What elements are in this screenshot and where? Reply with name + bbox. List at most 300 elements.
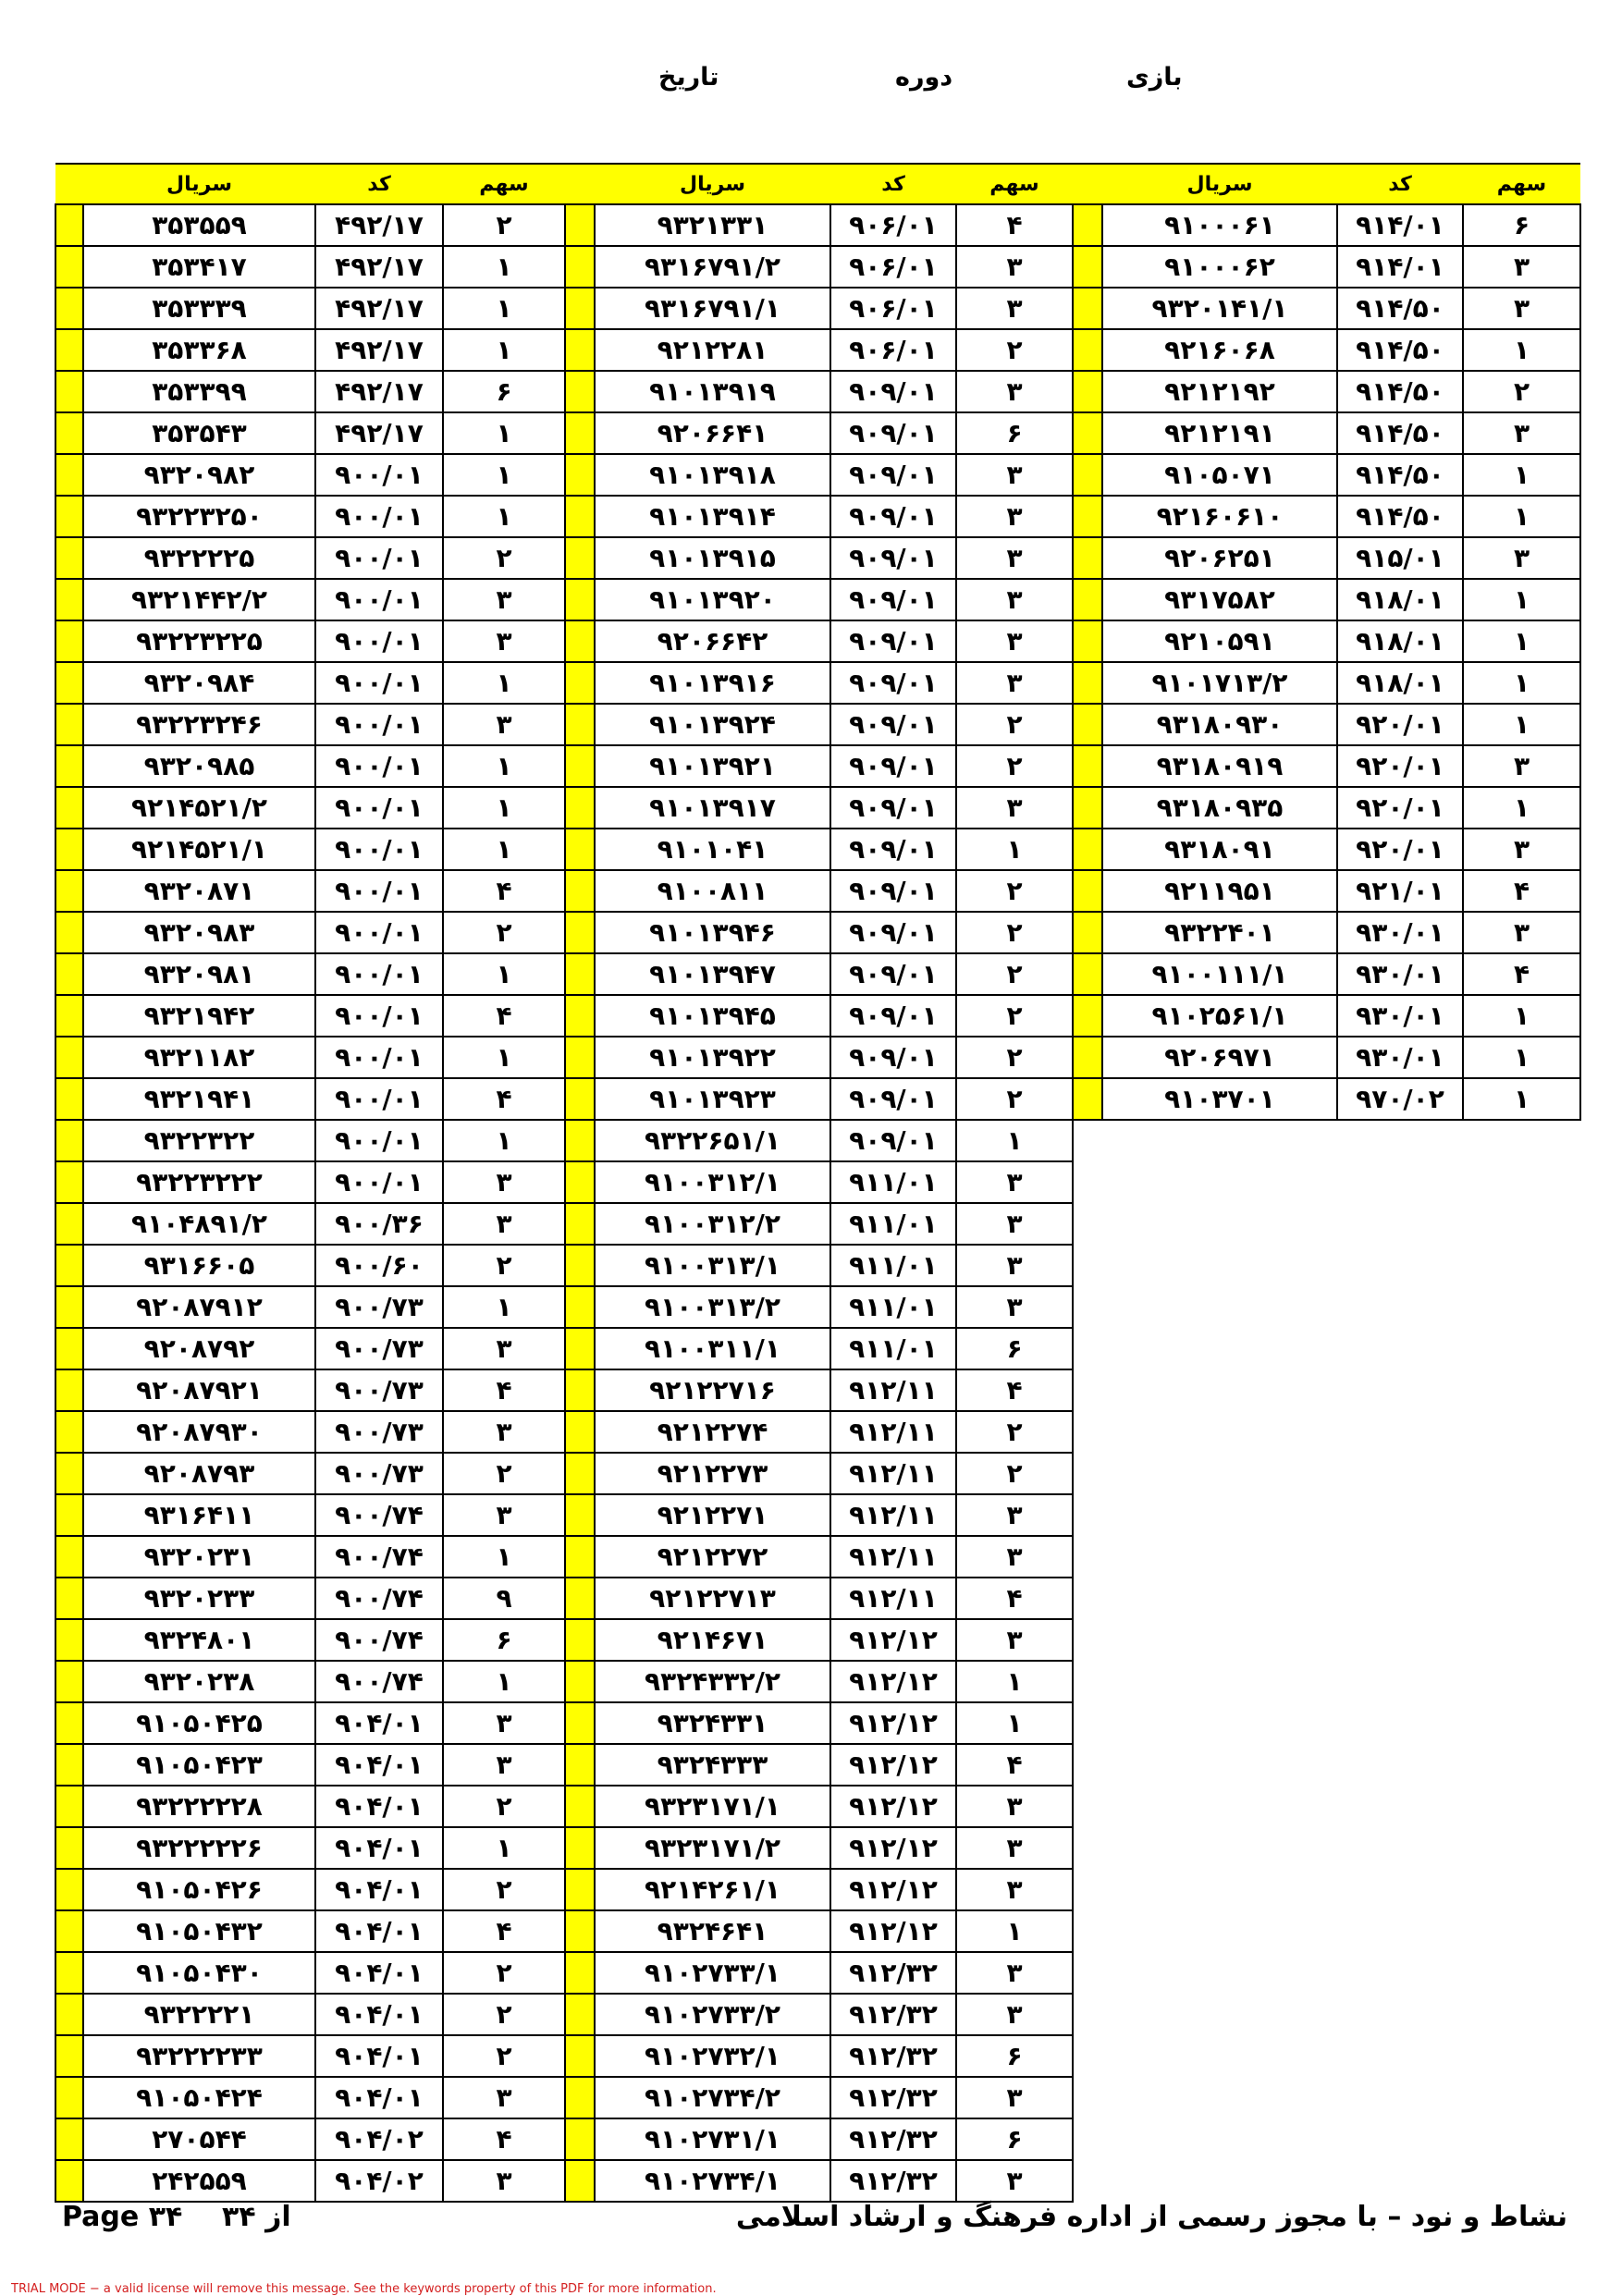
cell-serial: ۹۳۲۰۹۸۲ [83,454,315,496]
table-row [565,1536,1073,1578]
table-row [55,1536,565,1578]
table-row [55,496,565,537]
cell-serial: ۹۳۲۲۳۲۲۵ [83,620,315,662]
cell-code: ۹۱۲/۱۲ [830,1869,956,1910]
cell-code: ۹۱۲/۱۲ [830,1827,956,1869]
table-row [1073,454,1580,496]
table-row [1073,412,1580,454]
cell-code: ۹۱۲/۳۲ [830,1994,956,2035]
table-row [565,1744,1073,1786]
table-middle [564,163,1074,2203]
cell-share: ۳ [1463,912,1580,953]
cell-code: ۹۰۰/۷۴ [315,1619,443,1661]
cell-code: ۹۰۰/۰۱ [315,1078,443,1120]
cell-share: ۱ [1463,620,1580,662]
cell-code: ۹۱۴/۵۰ [1337,288,1463,329]
cell-share: ۴ [443,870,565,912]
cell-share: ۱ [443,953,565,995]
cell-spacer [565,662,595,704]
table-row [1073,371,1580,412]
cell-spacer [565,1744,595,1786]
table-row [55,787,565,829]
cell-spacer [55,1203,83,1245]
cell-code: ۹۰۰/۷۴ [315,1578,443,1619]
cell-code: ۹۰۰/۰۱ [315,1037,443,1078]
cell-share: ۹ [443,1578,565,1619]
cell-serial: ۹۱۰۲۵۶۱/۱ [1102,995,1337,1037]
cell-code: ۴۹۲/۱۷ [315,412,443,454]
cell-serial: ۹۳۲۰۱۴۱/۱ [1102,288,1337,329]
cell-serial: ۹۳۱۶۶۰۵ [83,1245,315,1286]
cell-code: ۴۹۲/۱۷ [315,329,443,371]
cell-share: ۲ [443,1869,565,1910]
cell-code: ۹۲۱/۰۱ [1337,870,1463,912]
cell-serial: ۹۲۱۲۱۹۲ [1102,371,1337,412]
cell-share: ۴ [956,1578,1073,1619]
cell-serial: ۹۲۰۶۲۵۱ [1102,537,1337,579]
cell-serial: ۹۱۰۱۳۹۴۵ [595,995,830,1037]
cell-serial: ۹۲۰۶۶۴۱ [595,412,830,454]
cell-code: ۹۲۰/۰۱ [1337,704,1463,745]
cell-code: ۹۱۲/۳۲ [830,2118,956,2160]
cell-spacer [55,1120,83,1161]
cell-spacer [565,1910,595,1952]
cell-serial: ۳۵۳۴۱۷ [83,246,315,288]
table-row [565,1702,1073,1744]
cell-code: ۹۱۲/۱۱ [830,1369,956,1411]
cell-serial: ۹۳۲۲۲۲۱ [83,1994,315,2035]
cell-spacer [55,745,83,787]
cell-serial: ۹۳۱۶۷۹۱/۱ [595,288,830,329]
cell-share: ۳ [1463,537,1580,579]
cell-spacer [55,1952,83,1994]
cell-share: ۳ [956,1203,1073,1245]
table-row [565,496,1073,537]
cell-serial: ۹۱۰۰۰۶۲ [1102,246,1337,288]
cell-spacer [55,412,83,454]
cell-spacer [55,1619,83,1661]
cell-spacer [55,1161,83,1203]
cell-code: ۹۱۲/۱۲ [830,1619,956,1661]
cell-serial: ۹۱۰۰۳۱۳/۱ [595,1245,830,1286]
table-row [1073,745,1580,787]
cell-code: ۹۰۹/۰۱ [830,537,956,579]
cell-code: ۹۷۰/۰۲ [1337,1078,1463,1120]
cell-code: ۹۰۰/۰۱ [315,620,443,662]
cell-code: ۹۰۴/۰۱ [315,1744,443,1786]
cell-spacer [565,1037,595,1078]
cell-share: ۳ [443,1411,565,1453]
table-row [55,1702,565,1744]
table-row [1073,953,1580,995]
cell-serial: ۹۲۱۲۱۹۱ [1102,412,1337,454]
cell-serial: ۹۱۰۲۷۳۳/۲ [595,1994,830,2035]
table-row [55,1037,565,1078]
cell-code: ۹۱۱/۰۱ [830,1328,956,1369]
table-row [55,912,565,953]
cell-serial: ۹۳۲۱۴۴۲/۲ [83,579,315,620]
cell-serial: ۹۲۰۸۷۹۳ [83,1453,315,1494]
table-row [55,2035,565,2077]
cell-serial: ۳۵۳۵۴۳ [83,412,315,454]
cell-serial: ۹۲۰۸۷۹۳۰ [83,1411,315,1453]
cell-share: ۱ [956,829,1073,870]
column-header-code: کد [315,164,443,204]
cell-code: ۹۰۰/۰۱ [315,912,443,953]
table-row [55,1369,565,1411]
cell-serial: ۹۳۲۱۹۴۲ [83,995,315,1037]
cell-spacer [55,1411,83,1453]
cell-share: ۱ [443,662,565,704]
cell-serial: ۹۳۲۰۲۳۸ [83,1661,315,1702]
cell-code: ۹۰۰/۷۳ [315,1453,443,1494]
cell-serial: ۹۳۱۶۷۹۱/۲ [595,246,830,288]
cell-spacer [55,204,83,246]
table-row [565,953,1073,995]
cell-code: ۹۰۰/۰۱ [315,787,443,829]
table-row [55,745,565,787]
cell-code: ۹۱۴/۵۰ [1337,454,1463,496]
cell-share: ۳ [1463,829,1580,870]
table-row [1073,537,1580,579]
cell-spacer [1073,829,1102,870]
cell-serial: ۳۵۳۵۵۹ [83,204,315,246]
cell-code: ۹۰۹/۰۱ [830,1078,956,1120]
cell-code: ۹۱۴/۰۱ [1337,204,1463,246]
cell-serial: ۹۱۰۳۷۰۱ [1102,1078,1337,1120]
table-row [565,1286,1073,1328]
cell-code: ۹۰۴/۰۱ [315,2035,443,2077]
cell-spacer [565,1078,595,1120]
cell-spacer [565,1661,595,1702]
cell-share: ۲ [956,953,1073,995]
table-row [55,1869,565,1910]
cell-serial: ۹۱۰۱۳۹۱۷ [595,787,830,829]
cell-share: ۱ [1463,1078,1580,1120]
cell-code: ۹۰۹/۰۱ [830,1120,956,1161]
cell-share: ۱ [1463,579,1580,620]
cell-code: ۹۰۴/۰۲ [315,2160,443,2202]
table-row [565,1994,1073,2035]
cell-serial: ۹۱۰۱۳۹۱۸ [595,454,830,496]
table-row [565,912,1073,953]
cell-spacer [55,454,83,496]
cell-spacer [55,704,83,745]
table-row [565,2077,1073,2118]
cell-serial: ۹۲۱۰۵۹۱ [1102,620,1337,662]
table-row [55,579,565,620]
cell-code: ۹۰۹/۰۱ [830,704,956,745]
cell-share: ۱ [443,288,565,329]
cell-spacer [55,1286,83,1328]
cell-spacer [55,620,83,662]
cell-spacer [565,579,595,620]
cell-code: ۹۰۰/۰۱ [315,662,443,704]
cell-share: ۳ [956,1161,1073,1203]
cell-serial: ۹۳۲۲۴۰۱ [1102,912,1337,953]
cell-serial: ۹۲۱۲۲۷۳ [595,1453,830,1494]
table-row [565,288,1073,329]
cell-spacer [565,953,595,995]
cell-serial: ۹۱۰۵۰۴۳۰ [83,1952,315,1994]
cell-spacer [565,1453,595,1494]
cell-code: ۹۰۹/۰۱ [830,454,956,496]
table-row [55,371,565,412]
cell-spacer [1073,995,1102,1037]
cell-share: ۴ [443,995,565,1037]
cell-spacer [565,371,595,412]
table-row [565,1411,1073,1453]
table-row [55,1161,565,1203]
cell-serial: ۹۱۰۱۳۹۲۱ [595,745,830,787]
cell-share: ۱ [956,1120,1073,1161]
table-row [565,1453,1073,1494]
cell-spacer [1073,912,1102,953]
cell-spacer [565,829,595,870]
cell-share: ۲ [443,1245,565,1286]
cell-spacer [1073,953,1102,995]
cell-code: ۹۱۴/۵۰ [1337,329,1463,371]
cell-code: ۹۲۰/۰۱ [1337,745,1463,787]
cell-share: ۲ [443,912,565,953]
table-row [565,1952,1073,1994]
cell-code: ۹۱۵/۰۱ [1337,537,1463,579]
cell-share: ۳ [443,2077,565,2118]
cell-share: ۴ [956,204,1073,246]
cell-serial: ۳۵۳۳۹۹ [83,371,315,412]
table-row [565,1369,1073,1411]
cell-spacer [565,246,595,288]
cell-serial: ۹۲۱۲۲۷۴ [595,1411,830,1453]
table-row [1073,787,1580,829]
cell-code: ۹۰۴/۰۱ [315,1952,443,1994]
table-row [55,620,565,662]
cell-code: ۹۰۴/۰۲ [315,2118,443,2160]
footer-publisher: نشاط و نود – با مجوز رسمی از اداره فرهنگ و ارشاد اسلامی [735,2201,1567,2233]
cell-share: ۶ [956,1328,1073,1369]
cell-code: ۹۱۸/۰۱ [1337,579,1463,620]
column-header-spacer [1073,164,1102,204]
table-row [55,1952,565,1994]
cell-share: ۶ [443,371,565,412]
cell-serial: ۹۳۲۲۲۲۲۸ [83,1786,315,1827]
cell-spacer [55,870,83,912]
cell-spacer [55,1661,83,1702]
table-row [55,1120,565,1161]
cell-code: ۹۱۴/۵۰ [1337,371,1463,412]
cell-spacer [55,1453,83,1494]
cell-share: ۳ [1463,745,1580,787]
cell-spacer [565,2035,595,2077]
table-row [565,537,1073,579]
column-header-spacer [565,164,595,204]
cell-share: ۳ [956,246,1073,288]
cell-serial: ۹۲۱۱۹۵۱ [1102,870,1337,912]
table-row [565,829,1073,870]
cell-share: ۱ [956,1910,1073,1952]
cell-share: ۳ [956,371,1073,412]
cell-serial: ۹۳۲۲۲۲۵ [83,537,315,579]
cell-code: ۹۰۶/۰۱ [830,329,956,371]
cell-serial: ۹۳۲۴۳۳۳ [595,1744,830,1786]
cell-serial: ۹۳۲۳۱۷۱/۲ [595,1827,830,1869]
cell-spacer [55,787,83,829]
cell-spacer [55,912,83,953]
header-game-label: بازی [1126,63,1183,92]
cell-serial: ۹۱۰۴۸۹۱/۲ [83,1203,315,1245]
table-row [55,1619,565,1661]
cell-share: ۲ [956,704,1073,745]
table-row [565,620,1073,662]
cell-code: ۹۰۹/۰۱ [830,745,956,787]
cell-serial: ۹۲۰۸۷۹۱۲ [83,1286,315,1328]
cell-share: ۳ [956,537,1073,579]
column-header-serial: سریال [1102,164,1337,204]
table-row [55,1744,565,1786]
cell-code: ۹۰۴/۰۱ [315,1869,443,1910]
cell-share: ۶ [956,412,1073,454]
cell-serial: ۹۱۰۰۸۱۱ [595,870,830,912]
cell-spacer [1073,870,1102,912]
cell-serial: ۹۲۱۲۲۷۱ [595,1494,830,1536]
cell-share: ۱ [443,745,565,787]
cell-serial: ۹۲۱۶۰۶۱۰ [1102,496,1337,537]
cell-serial: ۹۱۰۵۰۴۲۵ [83,1702,315,1744]
cell-spacer [1073,662,1102,704]
cell-spacer [1073,371,1102,412]
table-row [565,662,1073,704]
table-left [55,163,566,2203]
table-row [55,1910,565,1952]
table-row [565,329,1073,371]
cell-spacer [565,1161,595,1203]
footer-page-of: از ۳۴ [222,2201,291,2233]
cell-spacer [55,1786,83,1827]
cell-serial: ۹۱۰۱۳۹۲۲ [595,1037,830,1078]
table-row [55,1994,565,2035]
table-row [565,1869,1073,1910]
cell-serial: ۹۱۰۲۷۳۳/۱ [595,1952,830,1994]
cell-spacer [565,912,595,953]
cell-share: ۲ [1463,371,1580,412]
cell-code: ۹۰۹/۰۱ [830,662,956,704]
cell-share: ۳ [956,787,1073,829]
cell-share: ۱ [1463,496,1580,537]
table-row [55,537,565,579]
cell-spacer [55,1994,83,2035]
cell-code: ۹۰۹/۰۱ [830,1037,956,1078]
cell-code: ۹۰۰/۷۳ [315,1411,443,1453]
cell-share: ۳ [1463,412,1580,454]
cell-spacer [1073,496,1102,537]
cell-spacer [565,1369,595,1411]
cell-share: ۳ [443,1702,565,1744]
table-row [1073,662,1580,704]
cell-serial: ۹۱۰۱۳۹۴۷ [595,953,830,995]
table-row [565,870,1073,912]
cell-serial: ۳۵۳۳۳۹ [83,288,315,329]
cell-serial: ۹۲۱۶۰۶۸ [1102,329,1337,371]
cell-spacer [1073,787,1102,829]
cell-share: ۲ [443,1994,565,2035]
cell-serial: ۹۳۲۰۸۷۱ [83,870,315,912]
cell-share: ۲ [443,537,565,579]
cell-share: ۱ [443,1827,565,1869]
table-row [55,870,565,912]
cell-share: ۴ [1463,953,1580,995]
cell-spacer [1073,454,1102,496]
table-row [565,1661,1073,1702]
cell-code: ۹۰۹/۰۱ [830,787,956,829]
cell-serial: ۲۴۲۵۵۹ [83,2160,315,2202]
cell-spacer [565,2118,595,2160]
table-row [55,1286,565,1328]
cell-code: ۹۱۸/۰۱ [1337,662,1463,704]
cell-code: ۹۱۲/۱۱ [830,1578,956,1619]
cell-spacer [565,204,595,246]
table-row [565,1245,1073,1286]
cell-code: ۹۱۲/۱۱ [830,1536,956,1578]
cell-share: ۲ [443,204,565,246]
cell-spacer [1073,288,1102,329]
cell-serial: ۹۲۱۴۵۲۱/۱ [83,829,315,870]
cell-share: ۶ [1463,204,1580,246]
table-row [1073,288,1580,329]
cell-serial: ۹۱۰۵۰۴۳۲ [83,1910,315,1952]
column-header-share: سهم [956,164,1073,204]
table-row [1073,496,1580,537]
cell-code: ۹۱۲/۱۱ [830,1453,956,1494]
cell-share: ۲ [956,1411,1073,1453]
table-row [1073,246,1580,288]
table-row [1073,829,1580,870]
table-row [565,1910,1073,1952]
cell-share: ۲ [956,995,1073,1037]
cell-share: ۳ [1463,288,1580,329]
table-row [565,1578,1073,1619]
cell-spacer [55,1910,83,1952]
cell-code: ۹۱۲/۱۱ [830,1494,956,1536]
table-row [55,995,565,1037]
cell-spacer [55,1536,83,1578]
cell-share: ۱ [443,454,565,496]
cell-serial: ۹۳۲۲۲۲۳۳ [83,2035,315,2077]
cell-spacer [565,2077,595,2118]
table-row [565,1619,1073,1661]
table-row [565,704,1073,745]
cell-serial: ۹۳۲۳۱۷۱/۱ [595,1786,830,1827]
cell-spacer [55,1827,83,1869]
cell-code: ۹۱۸/۰۱ [1337,620,1463,662]
cell-spacer [55,371,83,412]
cell-code: ۹۰۰/۰۱ [315,579,443,620]
cell-serial: ۹۱۰۵۰۷۱ [1102,454,1337,496]
cell-share: ۴ [443,1910,565,1952]
cell-code: ۹۱۱/۰۱ [830,1245,956,1286]
table-header-row [1073,164,1580,204]
table-row [565,454,1073,496]
cell-share: ۱ [956,1661,1073,1702]
cell-share: ۳ [956,496,1073,537]
table-row [565,1037,1073,1078]
cell-code: ۹۱۴/۰۱ [1337,246,1463,288]
cell-share: ۳ [956,1786,1073,1827]
cell-spacer [55,1494,83,1536]
table-row [55,2160,565,2202]
table-row [565,1203,1073,1245]
column-header-code: کد [1337,164,1463,204]
cell-spacer [55,953,83,995]
